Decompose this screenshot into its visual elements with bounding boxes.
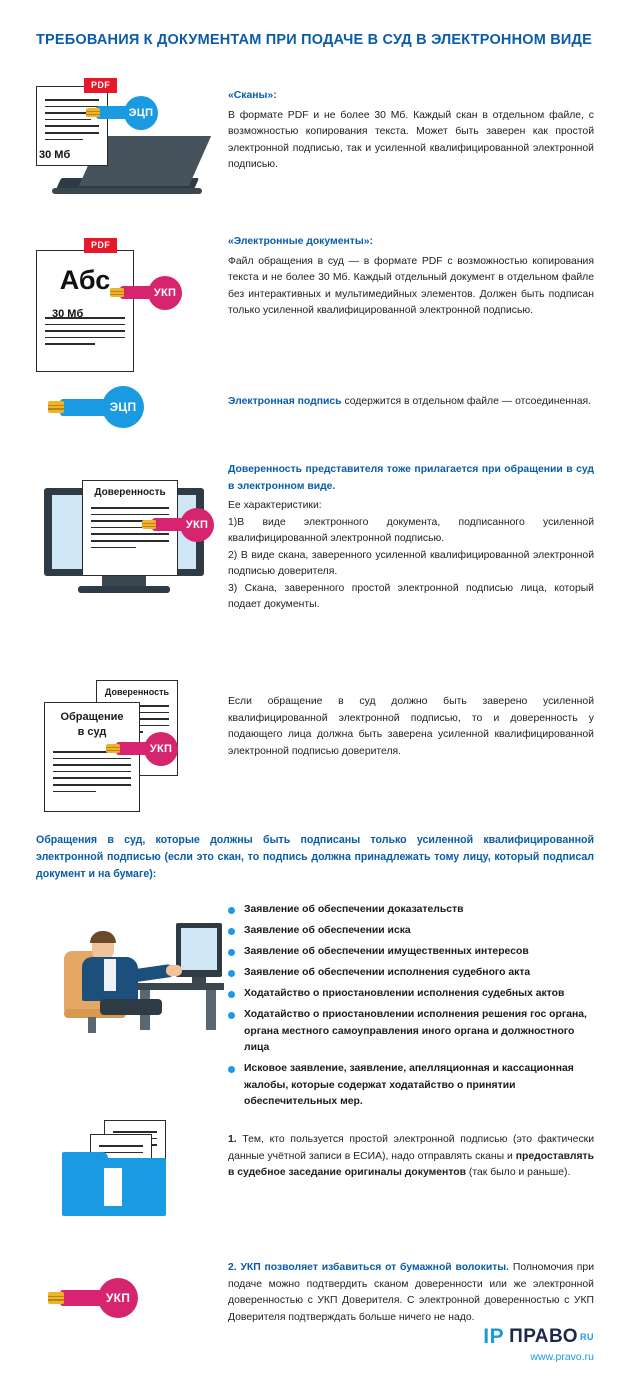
edocs-text [228,234,594,320]
ecp-token-2 [60,386,170,428]
poa-subheading: Ее характеристики: [228,500,322,511]
token-label: УКП [148,276,182,310]
token-contacts [106,744,120,753]
section-scans [0,78,630,208]
section-note-1 [0,1110,630,1220]
scans-heading: «Сканы»: [228,90,277,101]
token-label: ЭЦП [124,96,158,130]
poa-text [228,462,594,614]
token-contacts [142,520,156,529]
poa-item-2: 2) В виде скана, заверенного усиленной квалифицированной электронной подписью доверителя. [228,549,594,577]
poa-item-3: 3) Скана, заверенного простой электронной подписью лица, который подает документы. [228,582,594,610]
note-1-part1: Тем, кто пользуется простой электронной подписью (это фактически данные учётной записи в ЕСИА), надо отправлять сканы и [228,1134,594,1162]
brand-sup: RU [580,1332,594,1342]
token-contacts [110,288,124,297]
token-contacts [48,1292,64,1304]
poa-heading: Доверенность представителя тоже прилагается при обращении в суд в электронном виде. [228,464,594,492]
list-item: Ходатайство о приостановлении исполнения судебных актов [228,986,594,1003]
banner-text: Обращения в суд, которые должны быть подписаны только усиленной квалифицированной электронной подписью (если это скан, то подпись должна принадлежать тому лицу, который подписал документ и на бумаге): [36,834,594,880]
section-appeal [0,672,630,812]
folder-art [62,1120,202,1220]
list-item: Ходатайство о приостановлении исполнения решения гос органа, органа местного самоуправления иного органа и должностного лица [228,1007,594,1057]
note-2-part2: Полномочия при подаче можно подтвердить сканом доверенности или же электронной доверенностью с УКП Доверителя. С электронной доверенностью с УКП Доверителя подтверждать больше ничего не надо. [228,1262,594,1323]
list-item: Заявление об обеспечении доказательств [228,902,594,919]
list-item: Исковое заявление, заявление, апелляционная и кассационная жалобы, которые содержат ходатайство о принятии обеспечительных мер. [228,1061,594,1111]
section-edocs [0,228,630,358]
poa-doc-label: Доверенность [94,487,166,498]
token-label: УКП [180,508,214,542]
note-1-part2: (так было и раньше). [466,1167,571,1178]
logo-mark: ІР [483,1325,505,1348]
scans-body: В формате PDF и не более 30 Мб. Каждый скан в отдельном файле, с возможностью копирования текста. Может быть заверен как простой электронной подписью, так и усиленной квалифицированной электронной подписью. [228,109,594,170]
pdf-tag-2: PDF [84,238,117,253]
brand-name: ПРАВО [509,1326,578,1347]
token-contacts [86,108,100,117]
page-title: ТРЕБОВАНИЯ К ДОКУМЕНТАМ ПРИ ПОДАЧЕ В СУД В ЭЛЕКТРОННОМ ВИДЕ [36,32,592,48]
token-label: УКП [98,1278,138,1318]
note-2-strong: 2. УКП позволяет избавиться от бумажной волокиты. [228,1262,510,1273]
token-label: ЭЦП [102,386,144,428]
edoc-abc-text: Абс [59,265,111,295]
person-at-computer-art [40,905,220,1035]
pdf-tag: PDF [84,78,117,93]
note-1-text [228,1132,594,1182]
size-tag-2: 30 Мб [52,308,84,320]
brand-logo [483,1325,594,1349]
edocs-body: Файл обращения в суд — в формате PDF с возможностью копирования текста и не более 30 Мб. Каждый отдельный документ в отдельном файле без интерактивных и мультимедийных элементов. Должен быть подписан только усиленной квалифицированной электронной подписью. [228,255,594,316]
appeal-front-label-2: в суд [77,726,107,738]
list-item: Заявление об обеспечении имущественных интересов [228,944,594,961]
bullet-list [228,902,594,1115]
ecp-token [96,96,168,130]
note-2-text [228,1260,594,1326]
edocs-heading: «Электронные документы»: [228,236,373,247]
size-tag: 30 Мб [39,149,71,161]
appeal-body: Если обращение в суд должно быть заверено усиленной квалифицированной электронной подписью, то и доверенность у подающего лица должна быть заверена усиленной квалифицированной электронной подписью доверителя. [228,696,594,757]
signature-heading: Электронная подпись [228,396,342,407]
token-contacts [48,401,64,413]
note-1-number: 1. [228,1134,237,1145]
appeal-front-label-1: Обращение [60,711,124,723]
site-url[interactable]: www.pravo.ru [530,1351,594,1363]
signature-text [228,394,594,411]
edoc-lines-top [45,317,125,350]
edoc-document [36,250,134,372]
section-power-of-attorney [0,460,630,660]
appeal-back-label: Доверенность [104,687,170,697]
ukp-token-3 [116,732,188,766]
footer [483,1325,594,1363]
list-item: Заявление об обеспечении исполнения судебного акта [228,965,594,982]
token-label: УКП [144,732,178,766]
ukp-token-1 [120,276,192,310]
appeal-text [228,694,594,760]
ukp-token-4 [60,1278,160,1318]
note-1-strong: предоставлять в судебное заседание оригиналы документов [228,1150,594,1178]
signature-body: содержится в отдельном файле — отсоединенная. [341,396,592,407]
list-item: Заявление об обеспечении иска [228,923,594,940]
section-signature [0,380,630,440]
ukp-token-2 [152,508,224,542]
scans-text [228,88,594,174]
document-lines [45,99,99,145]
poa-item-1: 1)В виде электронного документа, подписанного усиленной квалифицированной электронной подписью. [228,516,594,544]
